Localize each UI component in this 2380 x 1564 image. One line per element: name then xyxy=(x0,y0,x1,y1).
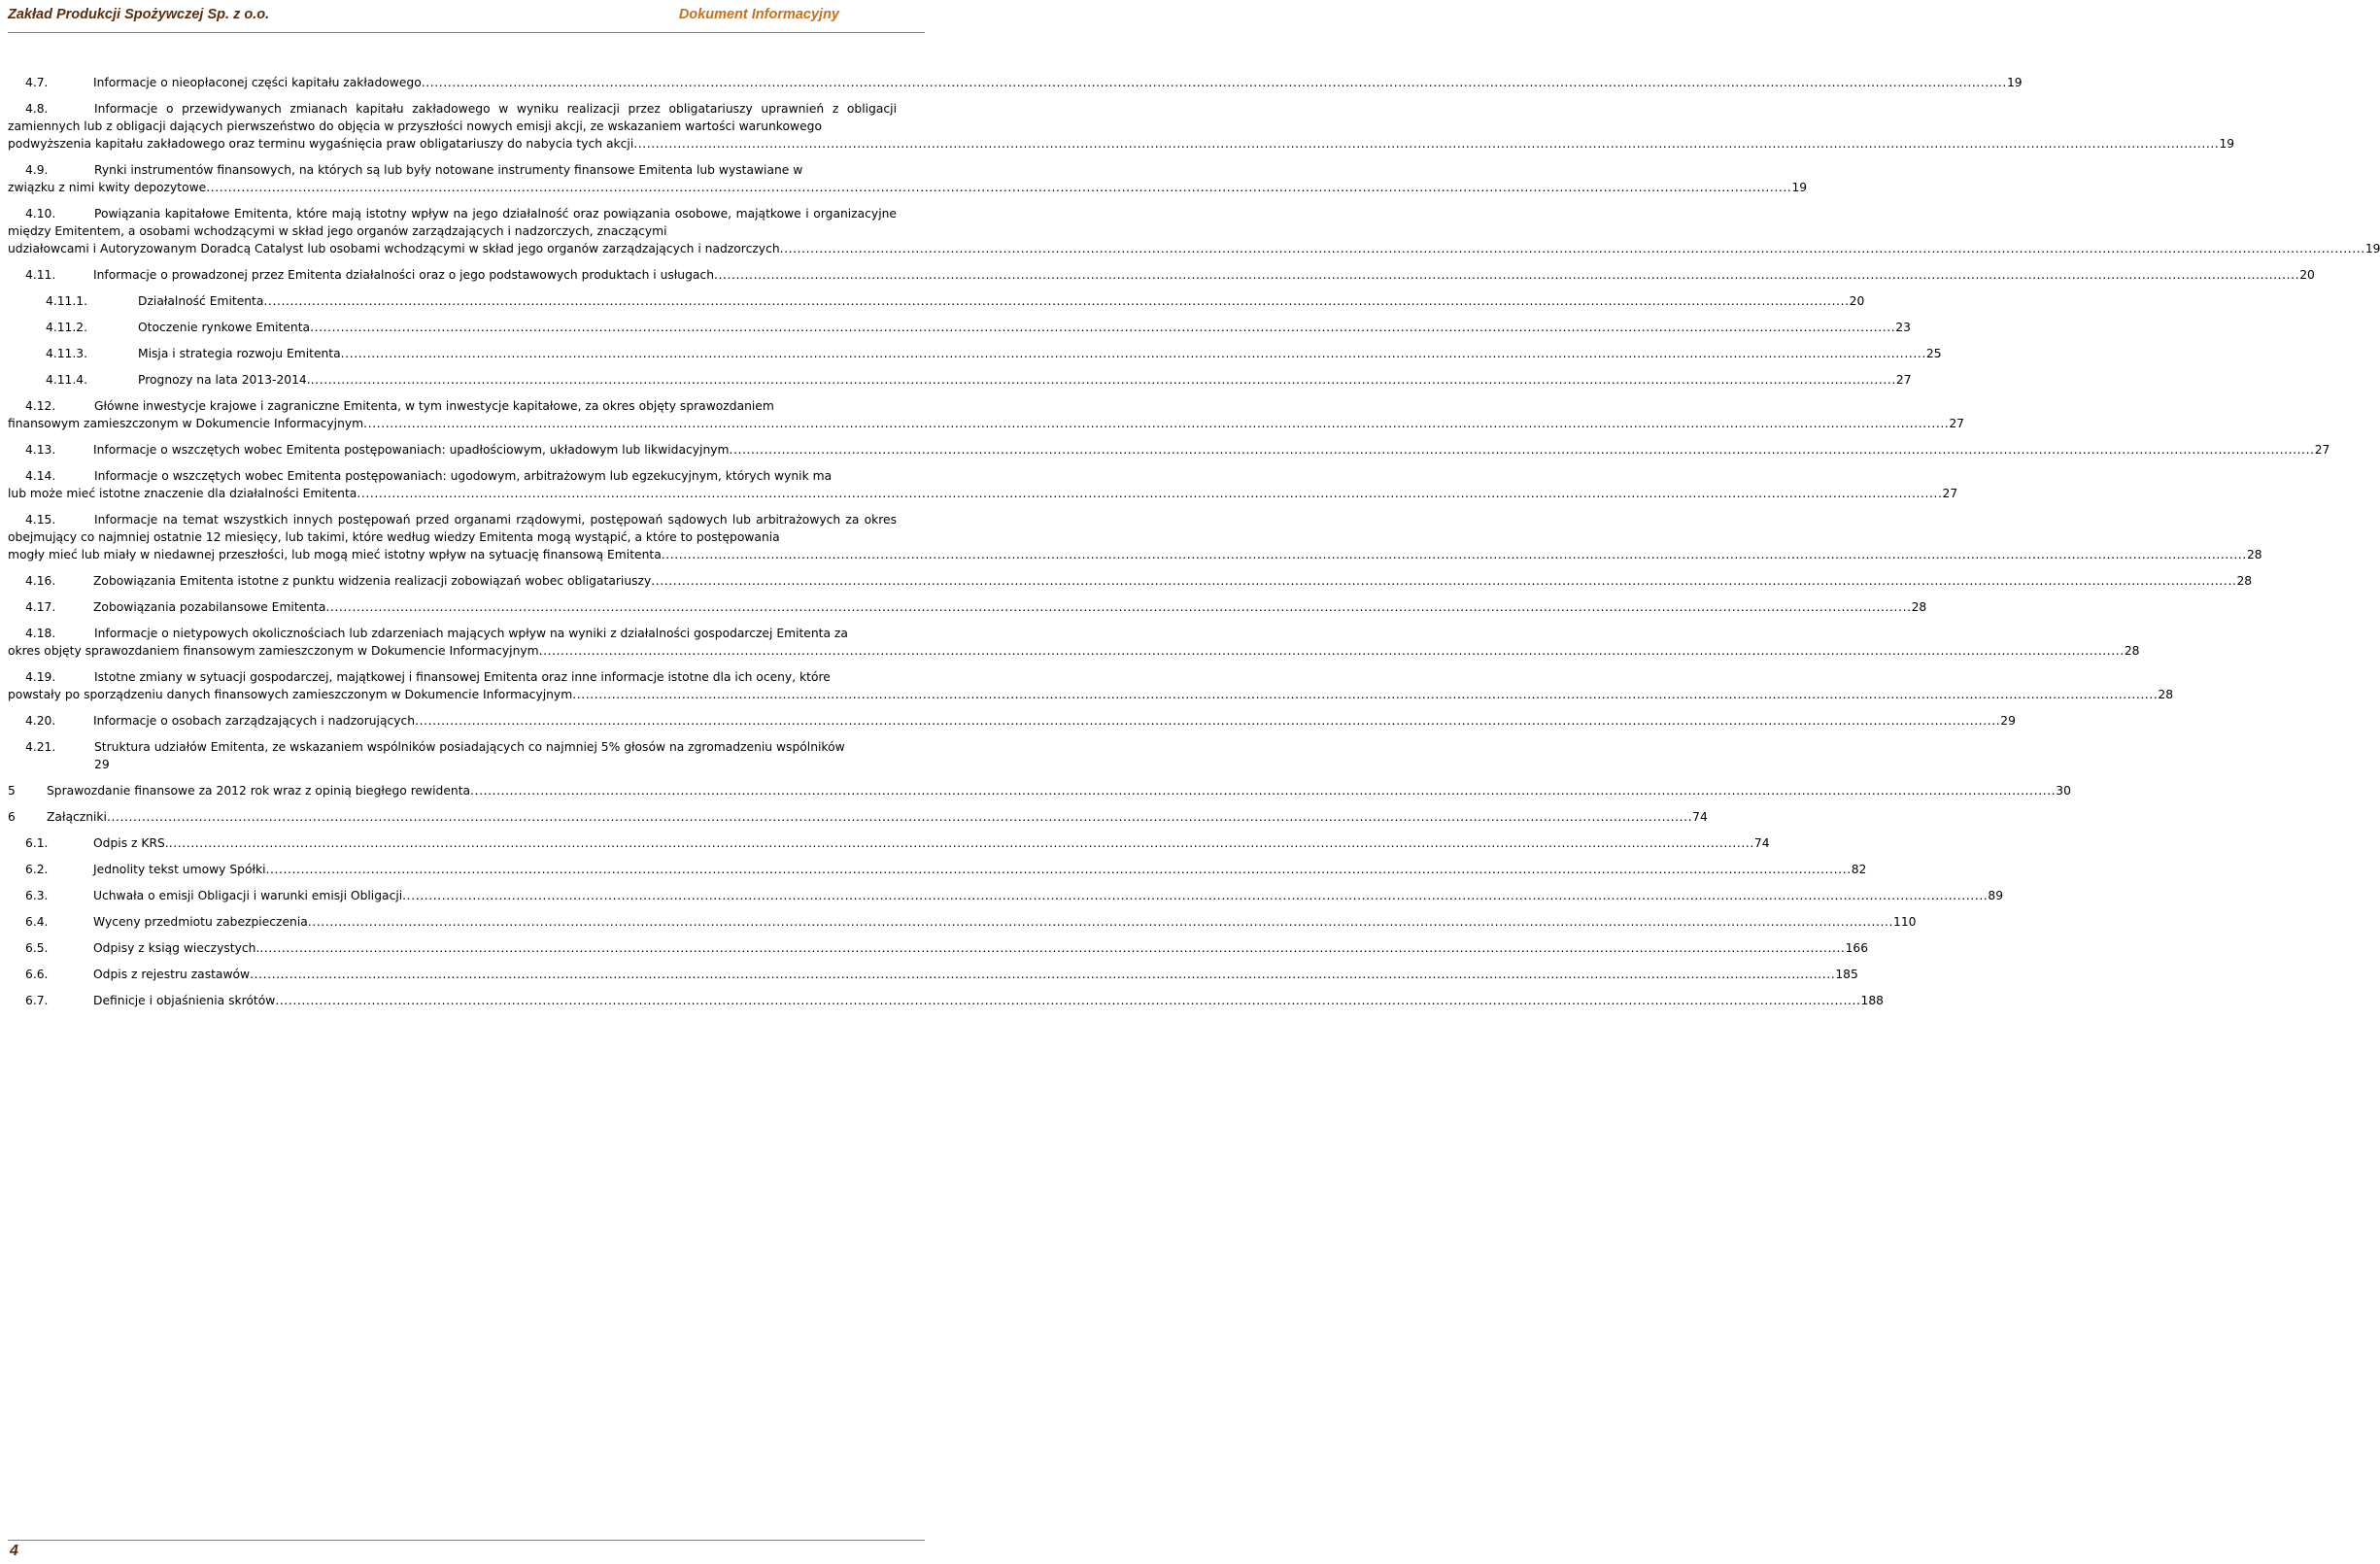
toc-leader-dots xyxy=(357,485,1942,502)
toc-entry-title: mogły mieć lub miały w niedawnej przeszłości, lub mogą mieć istotny wpływ na sytuację finansową Emitenta xyxy=(8,548,662,561)
toc-entry[interactable] xyxy=(8,161,1808,196)
toc-entry[interactable] xyxy=(8,598,1927,616)
toc-entry[interactable] xyxy=(8,861,1867,878)
toc-entry[interactable] xyxy=(8,345,1942,362)
toc-entry-page: 110 xyxy=(1893,915,1917,929)
toc-entry-page: 29 xyxy=(2000,714,2016,728)
toc-entry-title: powstały po sporządzeniu danych finansowych zamieszczonym w Dokumencie Informacyjnym xyxy=(8,688,573,701)
toc-entry-number: 4.15. xyxy=(25,513,56,527)
toc-entry-page: 188 xyxy=(1860,994,1885,1007)
toc-leader-dots xyxy=(651,572,2236,590)
toc-entry-number: 4.11.3. xyxy=(46,347,88,360)
toc-leader-dots xyxy=(341,345,1926,362)
toc-entry-number: 4.18. xyxy=(25,627,56,640)
toc-entry-title: Misja i strategia rozwoju Emitenta xyxy=(138,347,341,360)
toc-leader-dots xyxy=(266,861,1852,878)
toc-entry-page: 29 xyxy=(94,758,110,771)
table-of-contents xyxy=(8,74,2380,1018)
toc-entry-number: 6.2. xyxy=(25,863,49,876)
toc-entry[interactable] xyxy=(8,887,2004,904)
toc-entry-number: 4.8. xyxy=(25,102,49,116)
toc-entry-title: finansowym zamieszczonym w Dokumencie Informacyjnym xyxy=(8,417,364,430)
toc-entry-page: 166 xyxy=(1845,941,1869,955)
toc-entry-title: Odpis z KRS. xyxy=(93,836,169,850)
toc-entry-title: Informacje o wszczętych wobec Emitenta postępowaniach: upadłościowym, układowym lub likwidacyjnym xyxy=(93,443,730,457)
toc-entry-page: 89 xyxy=(1988,889,2004,902)
toc-entry-title: Powiązania kapitałowe Emitenta, które mają istotny wpływ na jego działalność oraz powiązania osobowe, majątkowe i organizacyjne między Emitentem, a osobami wchodzącymi w skład jego organów zarządzających i nadzorczych, znaczącymi xyxy=(8,207,897,238)
toc-leader-dots xyxy=(422,74,2007,91)
toc-entry[interactable] xyxy=(8,668,2174,703)
toc-entry-title: Jednolity tekst umowy Spółki xyxy=(93,863,266,876)
toc-entry[interactable] xyxy=(8,782,2071,799)
toc-leader-dots xyxy=(415,712,2000,730)
toc-entry-page: 19 xyxy=(2006,76,2023,89)
toc-entry-number: 4.11.1. xyxy=(46,294,88,308)
toc-entry-title: Informacje na temat wszystkich innych postępowań przed organami rządowymi, postępowań sądowych lub arbitrażowych za okres obejmujący co najmniej ostatnie 12 miesięcy, lub takimi, które według wiedzy Emitenta mogą wystąpić, a które to postępowania xyxy=(8,513,897,544)
footer-divider xyxy=(8,1540,925,1541)
toc-leader-dots xyxy=(107,808,1692,826)
toc-leader-dots xyxy=(206,179,1791,196)
toc-entry-title: Załączniki xyxy=(47,810,107,824)
toc-entry[interactable] xyxy=(8,266,2315,284)
toc-entry-title: związku z nimi kwity depozytowe xyxy=(8,181,207,194)
company-name: Zakład Produkcji Spożywczej Sp. z o.o. xyxy=(8,7,270,22)
toc-entry-title: Informacje o prowadzonej przez Emitenta działalności oraz o jego podstawowych produktach i usługach xyxy=(93,268,714,282)
toc-entry-page: 74 xyxy=(1753,836,1770,850)
toc-entry[interactable] xyxy=(8,834,1770,852)
toc-entry-number: 4.11. xyxy=(25,268,56,282)
toc-leader-dots xyxy=(325,598,1911,616)
toc-entry-number: 4.10. xyxy=(25,207,56,221)
toc-leader-dots xyxy=(363,415,1949,432)
toc-entry-title: Zobowiązania Emitenta istotne z punktu widzenia realizacji zobowiązań wobec obligatariuszy xyxy=(93,574,652,588)
toc-entry-number: 4.17. xyxy=(25,600,56,614)
toc-entry-number: 4.16. xyxy=(25,574,56,588)
toc-entry-number: 6.7. xyxy=(25,994,49,1007)
toc-entry-title: Struktura udziałów Emitenta, ze wskazaniem wspólników posiadających co najmniej 5% głosów na zgromadzeniu wspólników xyxy=(94,740,845,754)
toc-entry-number: 6.3. xyxy=(25,889,49,902)
toc-leader-dots xyxy=(662,546,2247,563)
toc-entry[interactable] xyxy=(8,712,2016,730)
toc-entry-title: Rynki instrumentów finansowych, na których są lub były notowane instrumenty finansowe Emitenta lub wystawiane w xyxy=(94,163,803,177)
toc-entry-title: Informacje o osobach zarządzających i nadzorujących xyxy=(93,714,416,728)
page-number: 4 xyxy=(10,1543,18,1559)
toc-entry-page: 28 xyxy=(2124,644,2140,658)
toc-entry-page: 82 xyxy=(1851,863,1867,876)
toc-entry[interactable] xyxy=(8,467,1958,502)
toc-entry-title: Informacje o nietypowych okolicznościach lub zdarzeniach mających wpływ na wyniki z działalności gospodarczej Emitenta za xyxy=(94,627,848,640)
toc-entry-number: 4.20. xyxy=(25,714,56,728)
toc-entry-page: 23 xyxy=(1895,321,1911,334)
toc-leader-dots xyxy=(402,887,1988,904)
toc-leader-dots xyxy=(308,913,1893,931)
toc-entry-title: Otoczenie rynkowe Emitenta xyxy=(138,321,311,334)
toc-entry[interactable] xyxy=(8,808,1708,826)
toc-entry[interactable] xyxy=(8,966,1858,983)
toc-entry-number: 6.6. xyxy=(25,968,49,981)
toc-entry-page: 20 xyxy=(2299,268,2315,282)
toc-entry-title: lub może mieć istotne znaczenie dla działalności Emitenta xyxy=(8,487,357,500)
toc-entry[interactable] xyxy=(8,397,1965,432)
toc-entry-title: Informacje o przewidywanych zmianach kapitału zakładowego w wyniku realizacji przez obligatariuszy uprawnień z obligacji zamiennych lub z obligacji dających pierwszeństwo do objęcia w przyszłości nowych emisji akcji, ze wskazaniem wartości warunkowego xyxy=(8,102,897,133)
toc-leader-dots xyxy=(250,966,1835,983)
toc-entry-title: Definicje i objaśnienia skrótów xyxy=(93,994,276,1007)
toc-entry[interactable] xyxy=(8,100,2235,153)
toc-entry[interactable] xyxy=(8,371,1912,389)
toc-entry[interactable] xyxy=(8,292,1865,310)
toc-entry-title: Odpisy z ksiąg wieczystych. xyxy=(93,941,260,955)
toc-entry-number: 6.5. xyxy=(25,941,49,955)
toc-leader-dots xyxy=(633,135,2219,153)
page-header xyxy=(8,2,925,27)
toc-entry-page: 20 xyxy=(1849,294,1865,308)
toc-entry[interactable] xyxy=(8,441,2330,459)
toc-leader-dots xyxy=(263,292,1849,310)
header-divider xyxy=(8,32,925,33)
toc-entry-title: Uchwała o emisji Obligacji i warunki emisji Obligacji xyxy=(93,889,403,902)
toc-entry[interactable] xyxy=(8,319,1911,336)
toc-entry[interactable] xyxy=(8,625,2140,660)
toc-entry[interactable] xyxy=(8,74,2023,91)
toc-entry-title: Zobowiązania pozabilansowe Emitenta xyxy=(93,600,326,614)
toc-entry-title: Prognozy na lata 2013-2014. xyxy=(138,373,311,387)
toc-entry-page: 74 xyxy=(1692,810,1708,824)
toc-leader-dots xyxy=(572,686,2158,703)
toc-entry-title: Wyceny przedmiotu zabezpieczenia xyxy=(93,915,308,929)
toc-entry-page: 185 xyxy=(1835,968,1858,981)
toc-entry-title: Działalność Emitenta xyxy=(138,294,264,308)
toc-entry[interactable] xyxy=(8,992,1885,1009)
toc-entry-number: 4.14. xyxy=(25,469,56,483)
toc-entry-number: 4.9. xyxy=(25,163,49,177)
toc-entry-title: Odpis z rejestru zastawów xyxy=(93,968,251,981)
toc-entry-page: 28 xyxy=(2158,688,2174,701)
toc-leader-dots xyxy=(311,371,1896,389)
toc-entry[interactable] xyxy=(8,511,2262,563)
toc-entry-title: podwyższenia kapitału zakładowego oraz terminu wygaśnięcia praw obligatariuszy do nabycia tych akcji xyxy=(8,137,634,151)
toc-leader-dots xyxy=(275,992,1860,1009)
toc-entry-page: 30 xyxy=(2056,784,2071,798)
toc-entry-title: Informacje o wszczętych wobec Emitenta postępowaniach: ugodowym, arbitrażowym lub egzekucyjnym, których wynik ma xyxy=(94,469,833,483)
toc-leader-dots xyxy=(169,834,1754,852)
toc-entry-page: 28 xyxy=(2236,574,2253,588)
toc-leader-dots xyxy=(259,939,1845,957)
toc-entry-number: 6.1. xyxy=(25,836,49,850)
document-title: Dokument Informacyjny xyxy=(678,7,839,22)
toc-entry-page: 27 xyxy=(2314,443,2330,457)
toc-leader-dots xyxy=(714,266,2299,284)
toc-entry-page: 25 xyxy=(1925,347,1942,360)
toc-entry[interactable] xyxy=(8,738,897,773)
toc-leader-dots xyxy=(470,782,2056,799)
toc-entry-number: 4.7. xyxy=(25,76,49,89)
toc-leader-dots xyxy=(730,441,2315,459)
toc-entry-number: 4.19. xyxy=(25,670,56,684)
toc-entry-number: 4.11.2. xyxy=(46,321,88,334)
toc-entry-page: 27 xyxy=(1942,487,1958,500)
toc-entry-page: 19 xyxy=(2219,137,2235,151)
toc-entry[interactable] xyxy=(8,205,2380,257)
toc-entry[interactable] xyxy=(8,913,1917,931)
toc-entry-page: 27 xyxy=(1895,373,1912,387)
toc-entry-page: 28 xyxy=(2246,548,2262,561)
toc-leader-dots xyxy=(780,240,2365,257)
toc-entry-title: Informacje o nieopłaconej części kapitału zakładowego xyxy=(93,76,422,89)
toc-entry-page: 28 xyxy=(1911,600,1927,614)
toc-entry[interactable] xyxy=(8,939,1869,957)
toc-leader-dots xyxy=(310,319,1895,336)
toc-entry-number: 6 xyxy=(8,810,16,824)
toc-entry[interactable] xyxy=(8,572,2253,590)
toc-entry-title: Istotne zmiany w sytuacji gospodarczej, majątkowej i finansowej Emitenta oraz inne informacje istotne dla ich oceny, które xyxy=(94,670,831,684)
toc-entry-number: 4.21. xyxy=(25,740,56,754)
toc-leader-dots xyxy=(539,642,2125,660)
toc-entry-number: 4.12. xyxy=(25,399,56,413)
toc-entry-page: 19 xyxy=(1791,181,1808,194)
toc-entry-page: 19 xyxy=(2364,242,2380,255)
toc-entry-title: Główne inwestycje krajowe i zagraniczne Emitenta, w tym inwestycje kapitałowe, za okres objęty sprawozdaniem xyxy=(94,399,774,413)
toc-entry-page: 27 xyxy=(1949,417,1965,430)
toc-entry-number: 4.11.4. xyxy=(46,373,88,387)
toc-entry-title: udziałowcami i Autoryzowanym Doradcą Catalyst lub osobami wchodzącymi w skład jego organów zarządzających i nadzorczych xyxy=(8,242,780,255)
toc-entry-title: Sprawozdanie finansowe za 2012 rok wraz z opinią biegłego rewidenta xyxy=(47,784,471,798)
toc-entry-number: 5 xyxy=(8,784,16,798)
toc-entry-title: okres objęty sprawozdaniem finansowym zamieszczonym w Dokumencie Informacyjnym xyxy=(8,644,539,658)
toc-entry-number: 4.13. xyxy=(25,443,56,457)
toc-entry-number: 6.4. xyxy=(25,915,49,929)
